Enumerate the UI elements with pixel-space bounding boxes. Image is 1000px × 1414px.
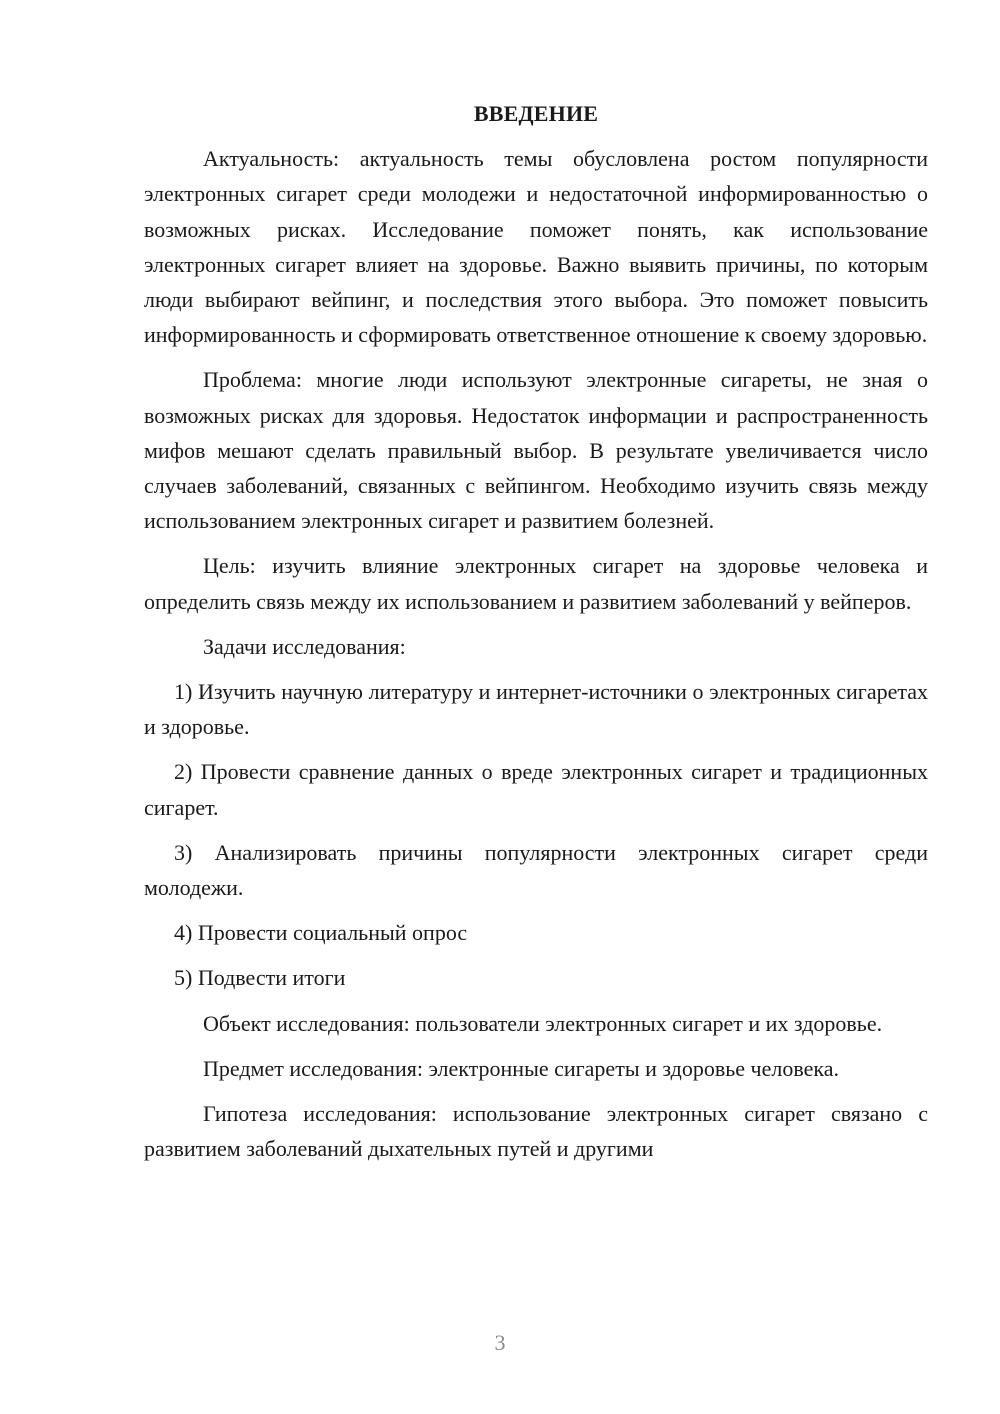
paragraph-relevance: Актуальность: актуальность темы обусловлена ростом популярности электронных сигарет среди молодежи и недостаточной информированностью о возможных рисках. Исследование поможет понять, как использование электронных сигарет влияет на здоровье. Важно выявить причины, по которым люди выбирают вейпинг, и последствия этого выбора. Это поможет повысить информированность и сформировать ответственное отношение к своему здоровью. bbox=[144, 146, 928, 348]
section-title: ВВЕДЕНИЕ bbox=[473, 101, 599, 126]
task-item-2: 2) Провести сравнение данных о вреде электронных сигарет и традиционных сигарет. bbox=[144, 759, 928, 820]
paragraph-goal: Цель: изучить влияние электронных сигарет на здоровье человека и определить связь между их использованием и развитием заболеваний у вейперов. bbox=[144, 553, 928, 614]
task-item-4: 4) Провести социальный опрос bbox=[174, 920, 468, 946]
task-item-1: 1) Изучить научную литературу и интернет-источники о электронных сигаретах и здоровье. bbox=[144, 679, 928, 740]
paragraph-object: Объект исследования: пользователи электронных сигарет и их здоровье. bbox=[203, 1010, 883, 1036]
paragraph-tasks-heading: Задачи исследования: bbox=[203, 633, 406, 659]
paragraph-hypothesis: Гипотеза исследования: использование электронных сигарет связано с развитием заболеваний дыхательных путей и другими bbox=[144, 1101, 928, 1162]
task-item-5: 5) Подвести итоги bbox=[174, 965, 346, 991]
paragraph-subject: Предмет исследования: электронные сигареты и здоровье человека. bbox=[203, 1055, 839, 1081]
task-item-3: 3) Анализировать причины популярности электронных сигарет среди молодежи. bbox=[144, 839, 928, 901]
paragraph-problem: Проблема: многие люди используют электронные сигареты, не зная о возможных рисках для здоровья. Недостаток информации и распространенность мифов мешают сделать правильный выбор. В результате увеличивается число случаев заболеваний, связанных с вейпингом. Необходимо изучить связь между использованием электронных сигарет и развитием болезней. bbox=[144, 367, 928, 534]
page-number: 3 bbox=[494, 1330, 506, 1355]
page-content bbox=[144, 96, 928, 1176]
